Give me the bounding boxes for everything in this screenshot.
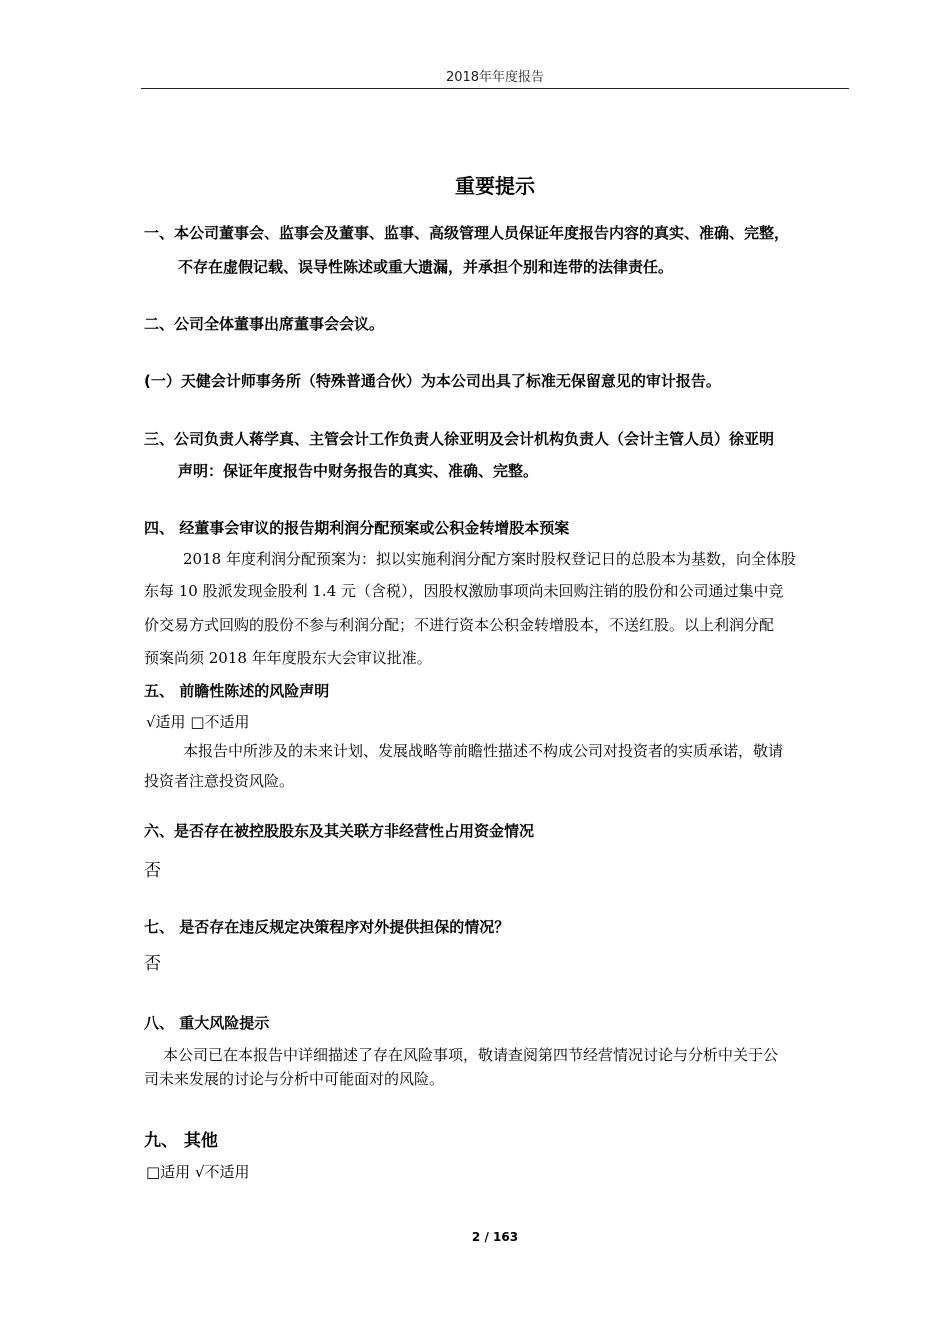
section-2-line: 二、公司全体董事出席董事会会议。	[144, 315, 385, 333]
section-3-line-2: 声明：保证年度报告中财务报告的真实、准确、完整。	[178, 462, 539, 480]
section-5-para-line-1: 本报告中所涉及的未来计划、发展战略等前瞻性描述不构成公司对投资者的实质承诺，敬请	[183, 742, 784, 760]
section-5-applicability: √适用 □不适用	[146, 713, 250, 731]
section-4-para-line-1: 2018 年度利润分配预案为：拟以实施利润分配方案时股权登记日的总股本为基数，向全体股	[183, 550, 796, 568]
section-7-heading: 七、 是否存在违反规定决策程序对外提供担保的情况？	[144, 918, 510, 936]
section-4-para-line-3: 价交易方式回购的股份不参与利润分配；不进行资本公积金转增股本，不送红股。以上利润分配	[144, 616, 775, 634]
section-5-para-line-2: 投资者注意投资风险。	[144, 772, 295, 790]
section-8-heading: 八、 重大风险提示	[144, 1014, 270, 1032]
section-9-applicability: □适用 √不适用	[146, 1163, 250, 1181]
section-1-line-1: 一、本公司董事会、监事会及董事、监事、高级管理人员保证年度报告内容的真实、准确、完整，	[144, 224, 790, 242]
section-6-heading: 六、是否存在被控股股东及其关联方非经营性占用资金情况	[144, 822, 535, 840]
section-4-para-line-4: 预案尚须 2018 年年度股东大会审议批准。	[144, 649, 432, 667]
header-divider	[141, 88, 849, 89]
section-1-line-2: 不存在虚假记载、误导性陈述或重大遗漏，并承担个别和连带的法律责任。	[178, 258, 674, 276]
page-number: 2 / 163	[471, 1230, 519, 1244]
section-3-line-1: 三、公司负责人蒋学真、主管会计工作负责人徐亚明及会计机构负责人（会计主管人员）徐亚明	[144, 430, 775, 448]
page-title: 重要提示	[455, 174, 535, 198]
section-9-heading: 九、 其他	[144, 1131, 218, 1151]
section-5-heading: 五、 前瞻性陈述的风险声明	[144, 682, 330, 700]
section-8-para-line-1: 本公司已在本报告中详细描述了存在风险事项，敬请查阅第四节经营情况讨论与分析中关于公	[163, 1046, 779, 1064]
section-6-answer: 否	[144, 861, 161, 881]
section-8-para-line-2: 司未来发展的讨论与分析中可能面对的风险。	[144, 1070, 445, 1088]
section-4-para-line-2: 东每 10 股派发现金股利 1.4 元（含税），因股权激励事项尚未回购注销的股份和公司通过集中竞	[144, 582, 784, 600]
section-7-answer: 否	[144, 954, 161, 974]
running-header: 2018年年度报告	[445, 70, 545, 85]
section-4-heading: 四、 经董事会审议的报告期利润分配预案或公积金转增股本预案	[144, 519, 570, 537]
section-2a-line: (一）天健会计师事务所（特殊普通合伙）为本公司出具了标准无保留意见的审计报告。	[144, 372, 721, 390]
